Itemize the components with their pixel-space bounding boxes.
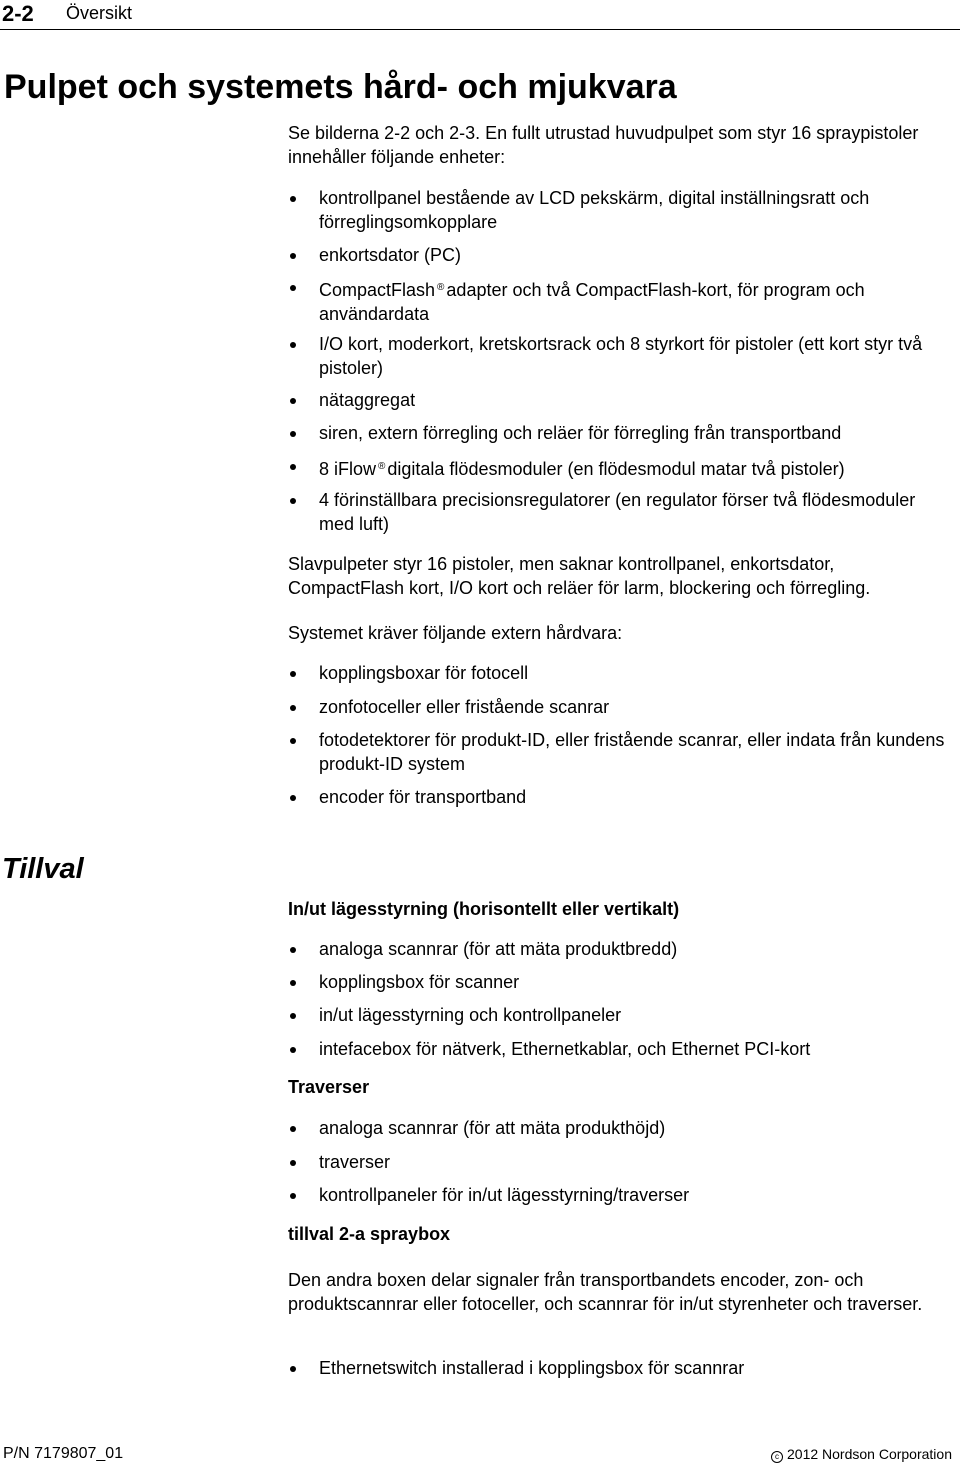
list-item: traverser (319, 1151, 949, 1175)
list-item: kontrollpanel bestående av LCD pekskärm, digital inställningsratt och förreglingsomkopplare (319, 187, 949, 234)
list-item: I/O kort, moderkort, kretskortsrack och 8 styrkort för pistoler (ett kort styr två pistoler) (319, 333, 949, 380)
copyright-icon: c (771, 1451, 783, 1463)
list-item: encoder för transportband (319, 786, 949, 810)
section-label: Översikt (66, 3, 133, 23)
registered-mark: ® (437, 282, 445, 293)
list-item: enkortsdator (PC) (319, 244, 949, 268)
slave-paragraph: Slavpulpeter styr 16 pistoler, men saknar kontrollpanel, enkortsdator, CompactFlash kort, I/O kort och reläer för larm, blockering och förregling. (288, 554, 871, 598)
list-item: zonfotoceller eller fristående scanrar (319, 696, 949, 720)
inout-heading: In/ut lägesstyrning (horisontellt eller vertikalt) (288, 899, 680, 919)
list-item: kopplingsboxar för fotocell (319, 662, 949, 686)
list-item (319, 455, 949, 482)
copyright-text: 2012 Nordson Corporation (787, 1446, 952, 1462)
list-item: kopplingsbox för scanner (319, 971, 949, 995)
list-item: intefacebox för nätverk, Ethernetkablar, och Ethernet PCI-kort (319, 1038, 949, 1062)
traverser-heading: Traverser (288, 1077, 370, 1097)
spraybox-paragraph: Den andra boxen delar signaler från transportbandets encoder, zon- och produktscannrar eller fotoceller, och scannrar för in/ut styrenheter och traverser. (288, 1270, 923, 1314)
list-item: nätaggregat (319, 389, 949, 413)
page-title: Pulpet och systemets hård- och mjukvara (4, 68, 677, 106)
header-rule (0, 29, 960, 30)
footer-part-number: P/N 7179807_01 (3, 1445, 124, 1462)
registered-mark: ® (378, 461, 386, 472)
tillval-heading: Tillval (2, 853, 84, 885)
footer-copyright (771, 1446, 952, 1463)
iflow-rest: digitala flödesmoduler (en flödesmodul matar två pistoler) (387, 459, 845, 479)
iflow-label: 8 iFlow (319, 459, 377, 479)
page-number: 2-2 (2, 1, 34, 26)
list-item: fotodetektorer för produkt-ID, eller fristående scanrar, eller indata från kundens produkt-ID system (319, 729, 949, 776)
compactflash-rest: adapter och två CompactFlash-kort, för program och användardata (319, 280, 865, 324)
list-item (319, 276, 949, 326)
compactflash-label: CompactFlash (319, 280, 436, 300)
list-item: Ethernetswitch installerad i kopplingsbox för scannrar (319, 1357, 949, 1381)
list-item: siren, extern förregling och reläer för förregling från transportband (319, 422, 949, 446)
list-item: analoga scannrar (för att mäta produkthöjd) (319, 1117, 949, 1141)
spraybox-heading: tillval 2-a spraybox (288, 1224, 451, 1244)
list-item: analoga scannrar (för att mäta produktbredd) (319, 938, 949, 962)
external-intro: Systemet kräver följande extern hårdvara: (288, 623, 623, 643)
intro-paragraph: Se bilderna 2-2 och 2-3. En fullt utrustad huvudpulpet som styr 16 spraypistoler innehåller följande enheter: (288, 123, 919, 167)
list-item: kontrollpaneler för in/ut lägesstyrning/traverser (319, 1184, 949, 1208)
list-item: 4 förinställbara precisionsregulatorer (en regulator förser två flödesmoduler med luft) (319, 489, 949, 536)
list-item: in/ut lägesstyrning och kontrollpaneler (319, 1004, 949, 1028)
